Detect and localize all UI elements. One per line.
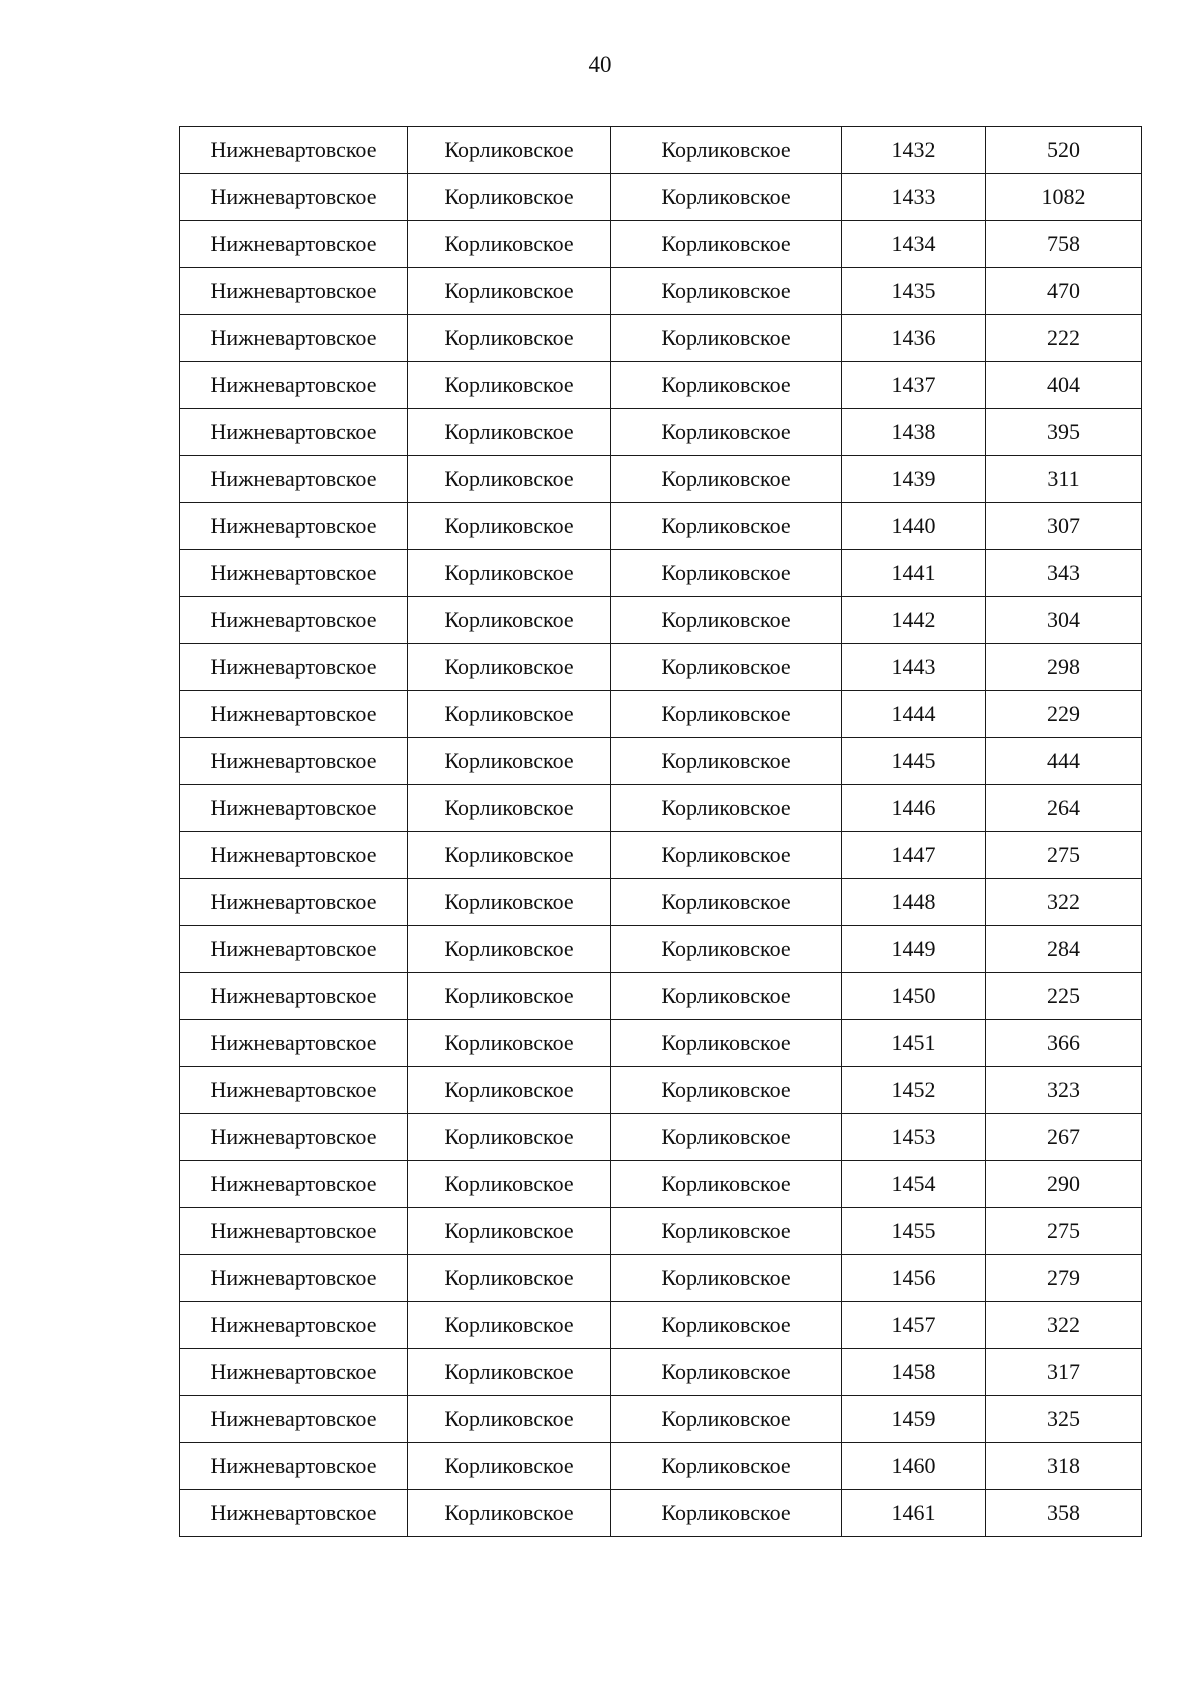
table-row [180, 127, 1142, 174]
table-row [180, 174, 1142, 221]
table-row [180, 1443, 1142, 1490]
license-area-cell: Корликовское [611, 362, 842, 409]
field-cell: Корликовское [408, 879, 611, 926]
well-number-cell: 1452 [842, 1067, 986, 1114]
field-cell: Корликовское [408, 691, 611, 738]
district-cell: Нижневартовское [180, 597, 408, 644]
license-area-cell: Корликовское [611, 315, 842, 362]
well-number-cell: 1458 [842, 1349, 986, 1396]
value-cell: 1082 [986, 174, 1142, 221]
well-number-cell: 1440 [842, 503, 986, 550]
value-cell: 290 [986, 1161, 1142, 1208]
district-cell: Нижневартовское [180, 1114, 408, 1161]
value-cell: 758 [986, 221, 1142, 268]
district-cell: Нижневартовское [180, 1443, 408, 1490]
field-cell: Корликовское [408, 1349, 611, 1396]
field-cell: Корликовское [408, 785, 611, 832]
table-row [180, 1255, 1142, 1302]
table-row [180, 597, 1142, 644]
table-row [180, 738, 1142, 785]
district-cell: Нижневартовское [180, 550, 408, 597]
field-cell: Корликовское [408, 1161, 611, 1208]
well-number-cell: 1457 [842, 1302, 986, 1349]
well-number-cell: 1459 [842, 1396, 986, 1443]
table-body [180, 127, 1142, 1537]
value-cell: 275 [986, 832, 1142, 879]
field-cell: Корликовское [408, 550, 611, 597]
license-area-cell: Корликовское [611, 832, 842, 879]
district-cell: Нижневартовское [180, 1020, 408, 1067]
district-cell: Нижневартовское [180, 174, 408, 221]
value-cell: 229 [986, 691, 1142, 738]
license-area-cell: Корликовское [611, 1161, 842, 1208]
table-row [180, 1020, 1142, 1067]
value-cell: 404 [986, 362, 1142, 409]
value-cell: 318 [986, 1443, 1142, 1490]
value-cell: 470 [986, 268, 1142, 315]
district-cell: Нижневартовское [180, 1067, 408, 1114]
table-row [180, 785, 1142, 832]
field-cell: Корликовское [408, 1208, 611, 1255]
table-row [180, 926, 1142, 973]
field-cell: Корликовское [408, 1443, 611, 1490]
well-number-cell: 1455 [842, 1208, 986, 1255]
license-area-cell: Корликовское [611, 1349, 842, 1396]
license-area-cell: Корликовское [611, 409, 842, 456]
well-number-cell: 1448 [842, 879, 986, 926]
license-area-cell: Корликовское [611, 503, 842, 550]
license-area-cell: Корликовское [611, 879, 842, 926]
district-cell: Нижневартовское [180, 785, 408, 832]
table-row [180, 221, 1142, 268]
value-cell: 444 [986, 738, 1142, 785]
license-area-cell: Корликовское [611, 1067, 842, 1114]
table-row [180, 268, 1142, 315]
license-area-cell: Корликовское [611, 1490, 842, 1537]
license-area-cell: Корликовское [611, 1020, 842, 1067]
table-row [180, 1114, 1142, 1161]
table-row [180, 879, 1142, 926]
well-number-cell: 1432 [842, 127, 986, 174]
district-cell: Нижневартовское [180, 1349, 408, 1396]
table-row [180, 1490, 1142, 1537]
well-number-cell: 1438 [842, 409, 986, 456]
table-row [180, 550, 1142, 597]
license-area-cell: Корликовское [611, 1396, 842, 1443]
field-cell: Корликовское [408, 221, 611, 268]
district-cell: Нижневартовское [180, 691, 408, 738]
well-number-cell: 1433 [842, 174, 986, 221]
table-row [180, 1302, 1142, 1349]
license-area-cell: Корликовское [611, 644, 842, 691]
table-row [180, 362, 1142, 409]
value-cell: 366 [986, 1020, 1142, 1067]
table-row [180, 691, 1142, 738]
value-cell: 323 [986, 1067, 1142, 1114]
field-cell: Корликовское [408, 174, 611, 221]
well-number-cell: 1436 [842, 315, 986, 362]
license-area-cell: Корликовское [611, 785, 842, 832]
district-cell: Нижневартовское [180, 1161, 408, 1208]
well-number-cell: 1454 [842, 1161, 986, 1208]
well-number-cell: 1445 [842, 738, 986, 785]
field-cell: Корликовское [408, 1255, 611, 1302]
data-table [179, 126, 1142, 1537]
district-cell: Нижневартовское [180, 127, 408, 174]
field-cell: Корликовское [408, 456, 611, 503]
well-number-cell: 1439 [842, 456, 986, 503]
field-cell: Корликовское [408, 315, 611, 362]
table-row [180, 1067, 1142, 1114]
table-row [180, 1161, 1142, 1208]
district-cell: Нижневартовское [180, 362, 408, 409]
value-cell: 264 [986, 785, 1142, 832]
field-cell: Корликовское [408, 973, 611, 1020]
district-cell: Нижневартовское [180, 644, 408, 691]
field-cell: Корликовское [408, 268, 611, 315]
district-cell: Нижневартовское [180, 409, 408, 456]
well-number-cell: 1460 [842, 1443, 986, 1490]
field-cell: Корликовское [408, 1114, 611, 1161]
well-number-cell: 1461 [842, 1490, 986, 1537]
table-row [180, 1349, 1142, 1396]
well-number-cell: 1447 [842, 832, 986, 879]
field-cell: Корликовское [408, 362, 611, 409]
field-cell: Корликовское [408, 503, 611, 550]
district-cell: Нижневартовское [180, 1302, 408, 1349]
field-cell: Корликовское [408, 738, 611, 785]
well-number-cell: 1451 [842, 1020, 986, 1067]
value-cell: 322 [986, 1302, 1142, 1349]
well-number-cell: 1456 [842, 1255, 986, 1302]
license-area-cell: Корликовское [611, 221, 842, 268]
well-number-cell: 1437 [842, 362, 986, 409]
table-row [180, 503, 1142, 550]
well-number-cell: 1444 [842, 691, 986, 738]
district-cell: Нижневартовское [180, 503, 408, 550]
value-cell: 304 [986, 597, 1142, 644]
license-area-cell: Корликовское [611, 1443, 842, 1490]
district-cell: Нижневартовское [180, 1490, 408, 1537]
well-number-cell: 1443 [842, 644, 986, 691]
value-cell: 520 [986, 127, 1142, 174]
district-cell: Нижневартовское [180, 456, 408, 503]
field-cell: Корликовское [408, 127, 611, 174]
field-cell: Корликовское [408, 926, 611, 973]
license-area-cell: Корликовское [611, 973, 842, 1020]
district-cell: Нижневартовское [180, 926, 408, 973]
well-number-cell: 1441 [842, 550, 986, 597]
license-area-cell: Корликовское [611, 550, 842, 597]
field-cell: Корликовское [408, 1490, 611, 1537]
license-area-cell: Корликовское [611, 691, 842, 738]
value-cell: 322 [986, 879, 1142, 926]
well-number-cell: 1449 [842, 926, 986, 973]
value-cell: 358 [986, 1490, 1142, 1537]
license-area-cell: Корликовское [611, 1255, 842, 1302]
page-number: 40 [588, 52, 612, 77]
field-cell: Корликовское [408, 1067, 611, 1114]
license-area-cell: Корликовское [611, 456, 842, 503]
table-row [180, 315, 1142, 362]
license-area-cell: Корликовское [611, 1114, 842, 1161]
table-row [180, 973, 1142, 1020]
value-cell: 267 [986, 1114, 1142, 1161]
well-number-cell: 1446 [842, 785, 986, 832]
district-cell: Нижневартовское [180, 1208, 408, 1255]
value-cell: 222 [986, 315, 1142, 362]
license-area-cell: Корликовское [611, 597, 842, 644]
well-number-cell: 1450 [842, 973, 986, 1020]
value-cell: 343 [986, 550, 1142, 597]
license-area-cell: Корликовское [611, 738, 842, 785]
district-cell: Нижневартовское [180, 1396, 408, 1443]
table-row [180, 409, 1142, 456]
table-row [180, 832, 1142, 879]
table-row [180, 456, 1142, 503]
license-area-cell: Корликовское [611, 127, 842, 174]
license-area-cell: Корликовское [611, 174, 842, 221]
value-cell: 307 [986, 503, 1142, 550]
value-cell: 317 [986, 1349, 1142, 1396]
district-cell: Нижневартовское [180, 738, 408, 785]
field-cell: Корликовское [408, 1396, 611, 1443]
field-cell: Корликовское [408, 1302, 611, 1349]
field-cell: Корликовское [408, 832, 611, 879]
table-row [180, 1208, 1142, 1255]
license-area-cell: Корликовское [611, 268, 842, 315]
field-cell: Корликовское [408, 409, 611, 456]
well-number-cell: 1442 [842, 597, 986, 644]
district-cell: Нижневартовское [180, 268, 408, 315]
value-cell: 275 [986, 1208, 1142, 1255]
value-cell: 279 [986, 1255, 1142, 1302]
district-cell: Нижневартовское [180, 832, 408, 879]
well-number-cell: 1453 [842, 1114, 986, 1161]
well-number-cell: 1434 [842, 221, 986, 268]
value-cell: 284 [986, 926, 1142, 973]
table-row [180, 644, 1142, 691]
district-cell: Нижневартовское [180, 315, 408, 362]
district-cell: Нижневартовское [180, 879, 408, 926]
license-area-cell: Корликовское [611, 1302, 842, 1349]
district-cell: Нижневартовское [180, 221, 408, 268]
well-number-cell: 1435 [842, 268, 986, 315]
license-area-cell: Корликовское [611, 926, 842, 973]
value-cell: 225 [986, 973, 1142, 1020]
field-cell: Корликовское [408, 644, 611, 691]
district-cell: Нижневартовское [180, 973, 408, 1020]
field-cell: Корликовское [408, 597, 611, 644]
table-row [180, 1396, 1142, 1443]
field-cell: Корликовское [408, 1020, 611, 1067]
value-cell: 395 [986, 409, 1142, 456]
value-cell: 325 [986, 1396, 1142, 1443]
license-area-cell: Корликовское [611, 1208, 842, 1255]
value-cell: 298 [986, 644, 1142, 691]
district-cell: Нижневартовское [180, 1255, 408, 1302]
value-cell: 311 [986, 456, 1142, 503]
